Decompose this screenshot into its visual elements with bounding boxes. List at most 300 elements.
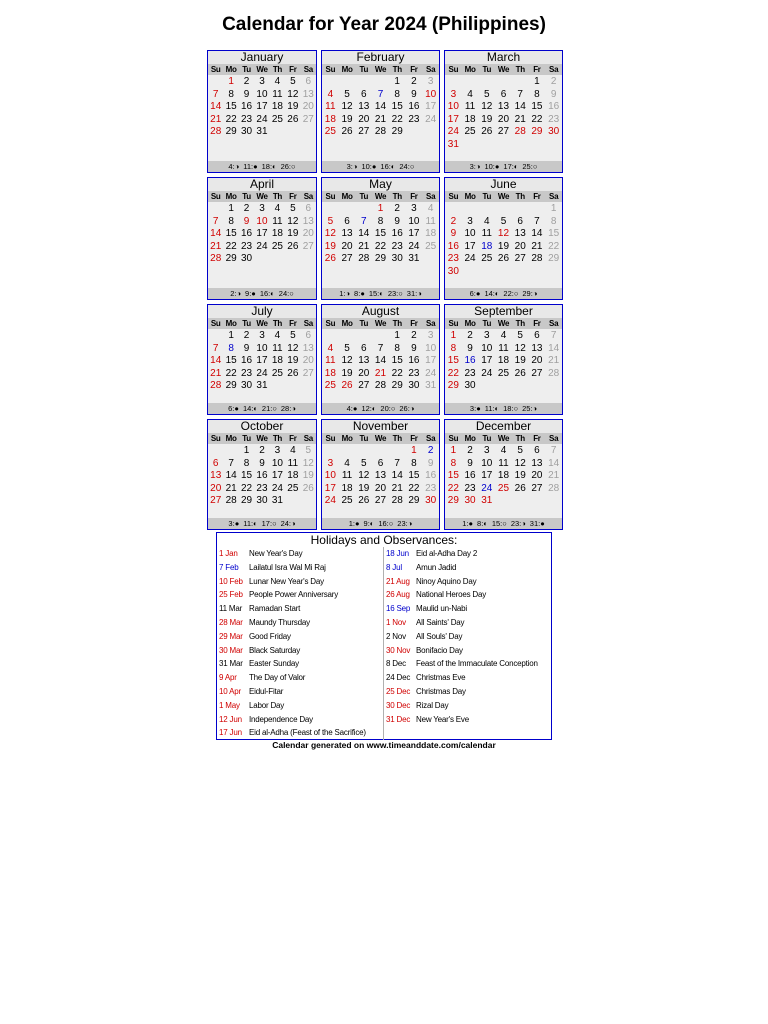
holiday-name: All Saints' Day	[416, 617, 465, 627]
moon-phase-icon: 8: ●	[354, 289, 365, 298]
weekday-header	[445, 433, 562, 444]
day-cell: 16	[548, 101, 560, 113]
day-cell: 11	[272, 88, 283, 100]
moon-phase-icon: 23: ○	[388, 289, 403, 298]
day-cell: 12	[341, 101, 353, 113]
day-cell: 29	[447, 495, 459, 507]
weekday-label: Sa	[426, 192, 436, 201]
holiday-name: Rizal Day	[416, 700, 449, 710]
day-cell: 24	[324, 495, 336, 507]
empty-cell	[512, 203, 529, 216]
day-cell: 29	[447, 380, 459, 392]
day-cell: 3	[259, 330, 265, 341]
empty-cell	[495, 76, 512, 89]
moon-phase-icon: 26: ◑	[399, 404, 414, 413]
day-grid	[322, 75, 439, 161]
day-cell: 19	[341, 113, 353, 125]
day-cell: 29	[408, 495, 420, 507]
holiday-row	[219, 685, 383, 699]
day-cell: 16	[256, 470, 268, 482]
day-cell: 2	[394, 203, 400, 214]
day-cell: 15	[447, 355, 459, 367]
month-name: December	[445, 420, 562, 433]
holiday-row	[219, 657, 383, 671]
day-cell: 5	[484, 88, 490, 100]
day-cell: 5	[344, 88, 350, 100]
moon-phase-icon: 6: ●	[228, 404, 239, 413]
weekday-header	[208, 64, 316, 75]
day-cell: 9	[467, 457, 473, 469]
day-cell: 12	[514, 457, 526, 469]
weekday-label: Fr	[533, 319, 541, 328]
moon-phase-icon: 3: ◑	[347, 162, 358, 171]
weekday-label: Fr	[289, 65, 297, 74]
day-cell: 23	[464, 482, 476, 494]
day-cell: 21	[358, 240, 370, 252]
moon-phase-icon: 31: ●	[530, 519, 545, 528]
day-cell: 14	[210, 228, 222, 240]
day-cell: 2	[243, 330, 250, 341]
day-cell: 11	[272, 342, 283, 354]
day-grid	[445, 202, 562, 288]
day-cell: 9	[450, 228, 457, 240]
weekday-label: Fr	[289, 192, 297, 201]
day-cell: 30	[408, 380, 420, 392]
day-cell: 6	[377, 457, 384, 469]
day-cell: 8	[228, 342, 234, 354]
day-cell: 14	[374, 355, 387, 367]
day-cell: 4	[274, 76, 281, 87]
moon-phase-icon: 3: ●	[228, 519, 239, 528]
weekday-label: We	[374, 192, 387, 201]
day-cell: 20	[531, 355, 543, 367]
day-cell: 27	[531, 482, 543, 494]
day-cell: 29	[225, 253, 237, 265]
weekday-label: Fr	[289, 319, 297, 328]
day-cell: 21	[548, 470, 560, 482]
moon-phase-icon: 14: ◐	[484, 289, 499, 298]
empty-cell	[372, 445, 389, 458]
weekday-label: Su	[210, 65, 221, 74]
day-cell: 20	[497, 113, 510, 125]
holiday-name: Eid al-Adha Day 2	[416, 549, 478, 558]
moon-phase-icon: 11: ●	[243, 162, 257, 171]
day-cell: 15	[391, 355, 403, 367]
moon-phase-icon: 14: ◐	[243, 404, 258, 413]
day-cell: 2	[243, 76, 250, 87]
moon-phase-icon: 29: ◑	[522, 289, 537, 298]
day-cell: 22	[225, 240, 237, 252]
month-name: January	[208, 51, 316, 64]
holiday-name: Lunar New Year's Day	[249, 576, 324, 586]
day-cell: 21	[225, 482, 237, 494]
holiday-date: 10 Apr	[219, 686, 241, 696]
holiday-date: 1 Nov	[386, 617, 406, 627]
day-cell: 16	[447, 240, 459, 252]
day-cell: 17	[481, 355, 493, 367]
weekday-label: Tu	[359, 192, 369, 201]
day-cell: 30	[256, 495, 268, 507]
empty-cell	[355, 203, 372, 216]
moon-phase-icon: 25: ◑	[522, 404, 537, 413]
empty-cell	[512, 76, 529, 89]
moon-phase-icon: 15: ○	[492, 519, 507, 528]
day-cell: 3	[427, 330, 434, 341]
holiday-date: 31 Mar	[219, 659, 243, 669]
weekday-header	[208, 191, 316, 202]
day-cell: 25	[324, 380, 336, 392]
holiday-date: 29 Mar	[219, 631, 243, 641]
holiday-date: 9 Apr	[219, 673, 237, 683]
weekday-label: Sa	[549, 434, 559, 443]
holiday-name: Christmas Eve	[416, 673, 466, 683]
day-cell: 3	[274, 445, 281, 456]
empty-cell	[355, 76, 372, 89]
day-cell: 1	[394, 330, 400, 341]
day-cell: 24	[256, 113, 268, 125]
holiday-row	[219, 726, 383, 740]
day-cell: 7	[377, 88, 384, 100]
day-cell: 19	[287, 228, 299, 240]
weekday-label: Th	[272, 319, 283, 328]
month-november	[321, 419, 440, 530]
holiday-name: Maulid un-Nabi	[416, 604, 468, 614]
empty-cell	[339, 203, 356, 216]
weekday-label: Su	[210, 319, 221, 328]
weekday-label: Fr	[410, 192, 418, 201]
day-cell: 16	[391, 228, 403, 240]
holiday-row	[386, 561, 551, 575]
day-cell: 26	[358, 495, 370, 507]
moon-phase-icon: 28: ◑	[281, 404, 296, 413]
holiday-date: 11 Mar	[219, 604, 243, 614]
day-cell: 15	[408, 470, 420, 482]
day-cell: 24	[408, 240, 420, 252]
day-cell: 18	[464, 113, 476, 125]
moon-phases	[322, 518, 439, 529]
day-cell: 24	[481, 482, 493, 494]
day-cell: 11	[464, 101, 476, 113]
day-cell: 26	[481, 126, 493, 138]
moon-phase-icon: 18: ◐	[262, 162, 277, 171]
day-cell: 15	[374, 228, 387, 240]
day-cell: 5	[305, 445, 312, 456]
weekday-label: Th	[392, 319, 402, 328]
moon-phase-icon: 15: ◐	[369, 289, 384, 298]
day-cell: 19	[324, 240, 336, 252]
weekday-label: We	[497, 192, 510, 201]
day-cell: 21	[531, 240, 543, 252]
day-cell: 1	[450, 445, 457, 456]
page-title: Calendar for Year 2024 (Philippines)	[222, 14, 546, 35]
day-cell: 28	[374, 380, 387, 392]
weekday-label: Th	[392, 65, 402, 74]
day-cell: 13	[302, 215, 314, 227]
day-cell: 8	[411, 457, 417, 469]
moon-phase-icon: 26: ○	[281, 162, 296, 171]
holiday-name: Bonifacio Day	[416, 645, 463, 655]
moon-phase-icon: 12: ◐	[361, 404, 376, 413]
day-cell: 5	[327, 215, 334, 227]
holiday-date: 2 Nov	[386, 631, 406, 641]
holiday-date: 26 Aug	[386, 590, 410, 600]
empty-cell	[389, 445, 406, 458]
day-cell: 19	[514, 470, 526, 482]
day-cell: 24	[425, 367, 437, 379]
footer-credit: Calendar generated on www.timeanddate.com/calendar	[272, 740, 496, 750]
day-cell: 31	[271, 495, 283, 507]
weekday-label: Tu	[482, 319, 492, 328]
weekday-label: Sa	[303, 434, 313, 443]
holiday-row	[386, 616, 551, 630]
day-cell: 27	[497, 126, 510, 138]
empty-cell	[355, 330, 372, 343]
day-cell: 22	[408, 482, 420, 494]
holiday-name: People Power Anniversary	[249, 590, 339, 600]
month-name: June	[445, 178, 562, 191]
day-cell: 2	[427, 445, 434, 456]
month-september	[444, 304, 563, 415]
day-cell: 30	[241, 253, 253, 265]
moon-phase-icon: 17: ◐	[503, 162, 518, 171]
day-cell: 9	[550, 88, 557, 100]
day-cell: 26	[497, 253, 510, 265]
holiday-name: Easter Sunday	[249, 659, 299, 669]
day-cell: 2	[467, 445, 473, 456]
day-cell: 18	[324, 113, 336, 125]
day-cell: 20	[358, 113, 370, 125]
weekday-label: We	[374, 319, 387, 328]
day-cell: 17	[256, 101, 268, 113]
day-cell: 15	[447, 470, 459, 482]
day-cell: 15	[548, 228, 560, 240]
moon-phase-icon: 2: ◑	[230, 289, 241, 298]
holiday-date: 8 Jul	[386, 562, 402, 572]
day-cell: 21	[374, 113, 387, 125]
weekday-label: Mo	[464, 434, 476, 443]
day-cell: 13	[210, 470, 222, 482]
weekday-label: Fr	[533, 434, 541, 443]
day-cell: 24	[425, 113, 437, 125]
empty-cell	[445, 203, 462, 216]
day-cell: 21	[210, 113, 222, 125]
day-cell: 7	[377, 342, 384, 354]
day-cell: 11	[272, 215, 283, 227]
moon-phase-icon: 24: ○	[399, 162, 414, 171]
month-name: July	[208, 305, 316, 318]
holiday-date: 18 Jun	[386, 549, 409, 558]
day-cell: 13	[341, 228, 353, 240]
day-cell: 7	[550, 445, 557, 456]
day-cell: 14	[548, 457, 560, 469]
day-cell: 12	[287, 88, 299, 100]
moon-phase-icon: 16: ◐	[260, 289, 275, 298]
day-cell: 25	[341, 495, 353, 507]
day-cell: 15	[225, 228, 237, 240]
day-cell: 24	[481, 367, 493, 379]
moon-phase-icon: 1: ●	[349, 519, 360, 528]
day-cell: 2	[450, 215, 457, 227]
day-grid	[322, 329, 439, 403]
day-cell: 11	[425, 215, 436, 227]
weekday-label: Su	[448, 192, 459, 201]
holiday-date: 21 Aug	[386, 576, 410, 586]
moon-phase-icon: 10: ●	[484, 162, 499, 171]
moon-phase-icon: 8: ◐	[477, 519, 488, 528]
day-cell: 15	[225, 355, 237, 367]
month-name: March	[445, 51, 562, 64]
day-cell: 1	[394, 76, 400, 87]
weekday-header	[445, 64, 562, 75]
day-cell: 17	[464, 240, 476, 252]
day-cell: 25	[271, 113, 283, 125]
holiday-name: Maundy Thursday	[249, 617, 310, 627]
day-cell: 1	[228, 203, 234, 214]
month-august	[321, 304, 440, 415]
day-cell: 5	[500, 215, 507, 227]
month-name: April	[208, 178, 316, 191]
day-cell: 10	[256, 215, 268, 227]
weekday-label: Sa	[549, 192, 559, 201]
weekday-label: Tu	[242, 434, 251, 443]
holiday-name: Feast of the Immaculate Conception	[416, 659, 538, 669]
day-cell: 24	[447, 126, 459, 138]
day-grid	[445, 75, 562, 161]
month-may	[321, 177, 440, 300]
weekday-header	[322, 64, 439, 75]
day-cell: 29	[548, 253, 560, 265]
day-cell: 26	[341, 380, 353, 392]
day-cell: 13	[302, 342, 314, 354]
day-cell: 26	[514, 482, 526, 494]
day-cell: 7	[517, 88, 523, 100]
weekday-header	[445, 191, 562, 202]
empty-cell	[462, 203, 479, 216]
day-cell: 28	[548, 482, 560, 494]
day-cell: 14	[210, 101, 222, 113]
weekday-label: Sa	[426, 319, 436, 328]
day-cell: 3	[259, 203, 265, 214]
holiday-date: 28 Mar	[219, 617, 243, 627]
day-cell: 20	[302, 101, 314, 113]
day-cell: 11	[498, 457, 509, 469]
day-cell: 30	[464, 495, 476, 507]
day-cell: 20	[302, 355, 314, 367]
weekday-label: Tu	[482, 192, 492, 201]
holiday-name: Independence Day	[249, 714, 313, 724]
day-cell: 14	[548, 342, 560, 354]
day-cell: 20	[210, 482, 222, 494]
day-cell: 30	[464, 380, 476, 392]
day-cell: 16	[464, 355, 476, 367]
day-cell: 17	[408, 228, 420, 240]
month-october	[207, 419, 317, 530]
day-cell: 20	[531, 470, 543, 482]
day-grid	[208, 444, 316, 518]
weekday-header	[445, 318, 562, 329]
moon-phase-icon: 18: ○	[503, 404, 518, 413]
empty-cell	[339, 330, 356, 343]
day-grid	[208, 329, 316, 403]
day-cell: 27	[302, 113, 314, 125]
day-cell: 4	[344, 457, 350, 469]
empty-cell	[478, 203, 495, 216]
day-cell: 16	[241, 355, 253, 367]
day-cell: 31	[425, 380, 437, 392]
day-cell: 17	[256, 355, 268, 367]
weekday-label: Sa	[426, 434, 436, 443]
empty-cell	[339, 76, 356, 89]
empty-cell	[322, 203, 339, 216]
month-april	[207, 177, 317, 300]
weekday-label: Sa	[549, 319, 559, 328]
weekday-label: Tu	[242, 65, 251, 74]
day-cell: 12	[481, 101, 493, 113]
empty-cell	[339, 445, 356, 458]
day-cell: 11	[325, 101, 336, 113]
day-cell: 7	[212, 342, 219, 354]
day-cell: 13	[531, 457, 543, 469]
weekday-label: Mo	[341, 65, 353, 74]
day-cell: 18	[425, 228, 437, 240]
day-cell: 19	[302, 470, 314, 482]
holiday-row	[386, 547, 551, 561]
day-cell: 29	[391, 380, 403, 392]
day-cell: 2	[550, 76, 557, 87]
holiday-row	[386, 644, 551, 658]
day-cell: 23	[425, 482, 437, 494]
weekday-label: Fr	[410, 434, 418, 443]
day-cell: 28	[391, 495, 403, 507]
weekday-label: Sa	[303, 65, 313, 74]
day-cell: 23	[256, 482, 268, 494]
holiday-row	[386, 630, 551, 644]
day-cell: 25	[497, 367, 510, 379]
day-cell: 13	[358, 355, 370, 367]
holiday-row	[219, 699, 383, 713]
day-cell: 13	[531, 342, 543, 354]
day-cell: 16	[241, 228, 253, 240]
day-cell: 29	[241, 495, 253, 507]
holiday-name: Black Saturday	[249, 645, 301, 655]
day-cell: 9	[411, 88, 417, 100]
weekday-label: We	[256, 65, 268, 74]
holiday-row	[219, 575, 383, 589]
day-cell: 2	[411, 76, 417, 87]
day-cell: 26	[287, 113, 299, 125]
holidays-left-column	[217, 547, 384, 740]
weekday-label: Mo	[464, 65, 476, 74]
moon-phase-icon: 1: ◑	[339, 289, 350, 298]
day-cell: 25	[464, 126, 476, 138]
moon-phase-icon: 31: ◑	[407, 289, 422, 298]
month-name: August	[322, 305, 439, 318]
moon-phase-icon: 24: ◑	[281, 519, 296, 528]
month-name: May	[322, 178, 439, 191]
day-cell: 13	[358, 101, 370, 113]
holiday-name: National Heroes Day	[416, 590, 487, 600]
empty-cell	[208, 445, 223, 458]
day-cell: 28	[531, 253, 543, 265]
weekday-header	[322, 318, 439, 329]
moon-phase-icon: 16: ○	[378, 519, 393, 528]
empty-cell	[462, 76, 479, 89]
day-cell: 23	[464, 367, 476, 379]
day-cell: 4	[427, 203, 434, 214]
weekday-label: Sa	[303, 319, 313, 328]
day-cell: 7	[212, 215, 219, 227]
weekday-label: We	[374, 65, 387, 74]
